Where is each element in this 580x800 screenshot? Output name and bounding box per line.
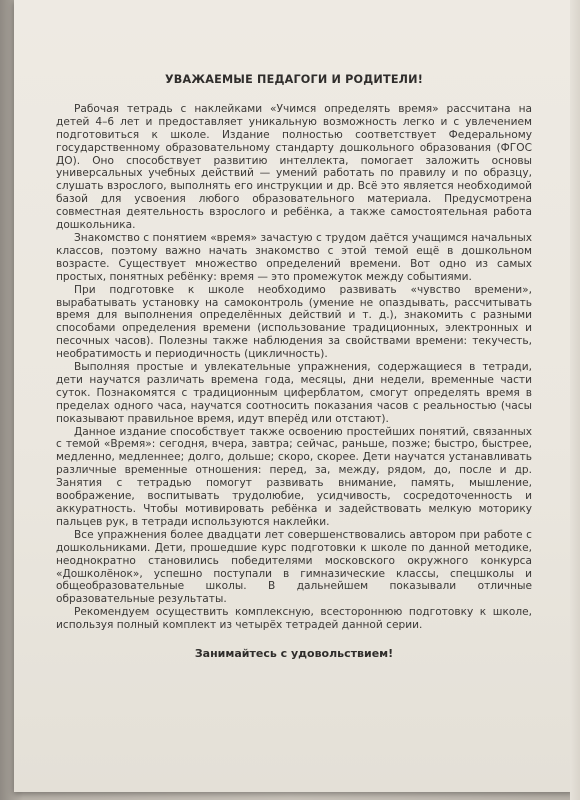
paragraph-concepts: Данное издание способствует также освоению простейших понятий, связанных с темой «Время»: сегодня, вчера, завтра; сейчас, раньше, позже; быстро, быстрее, медленно, медленнее; долго, дольше; скоро, скорее. Дети научатся устанавливать различные временные отношения: перед, за, между, рядом, до, после и др. Занятия с тетрадью помогут развивать внимание, память, мышление, воображение, воспитывать трудолюбие, усидчивость, сосредоточенность и аккуратность. Чтобы мотивировать ребёнка и задействовать мелкую моторику пальцев рук, в тетради используются наклейки. [56, 425, 532, 528]
paragraph-time-concept: Знакомство с понятием «время» зачастую с трудом даётся учащимся начальных классов, поэтому важно начать знакомство с этой темой ещё в дошкольном возрасте. Существует множество определений времени. Вот одно из самых простых, понятных ребёнку: время — это промежуток между событиями. [56, 231, 532, 283]
paragraph-intro: Рабочая тетрадь с наклейками «Учимся определять время» рассчитана на детей 4–6 лет и предоставляет уникальную возможность легко и с увлечением подготовиться к школе. Издание полностью соответствует Федеральному государственному образовательному стандарту дошкольного образования (ФГОС ДО). Оно способствует развитию интеллекта, помогает заложить основы универсальных учебных действий — умений работать по правилу и по образцу, слушать взрослого, выполнять его инструкции и др. Всё это является необходимой базой для усвоения любого образовательного материала. Предусмотрена совместная деятельность взрослого и ребёнка, а также самостоятельная работа дошкольника. [56, 102, 532, 232]
page-heading: УВАЖАЕМЫЕ ПЕДАГОГИ И РОДИТЕЛИ! [164, 73, 424, 86]
closing-line: Занимайтесь с удовольствием! [194, 647, 394, 661]
paragraph-sense-of-time: При подготовке к школе необходимо развивать «чувство времени», вырабатывать установку на самоконтроль (умение не опаздывать, рассчитывать время для выполнения определённых действий и т. д.), знакомить с разными способами определения времени (использование традиционных, электронных и песочных часов). Полезны также наблюдения за свойствами времени: текучесть, необратимость и периодичность (цикличность). [56, 283, 532, 361]
adjacent-page-edge [570, 0, 580, 800]
paragraph-author-experience: Все упражнения более двадцати лет совершенствовались автором при работе с дошкольниками. Дети, прошедшие курс подготовки к школе по данной методике, неоднократно становились победителями московского окружного конкурса «Дошколёнок», успешно поступали в гимназические классы, спецшколы и общеобразовательные школы. В дальнейшем показывали отличные образовательные результаты. [56, 528, 532, 606]
paragraph-recommendation: Рекомендуем осуществить комплексную, всестороннюю подготовку к школе, используя полный комплект из четырёх тетрадей данной серии. [56, 606, 532, 632]
paragraph-exercises: Выполняя простые и увлекательные упражнения, содержащиеся в тетради, дети научатся различать времена года, месяцы, дни недели, временные части суток. Познакомятся с традиционным циферблатом, смогут определять время в пределах одного часа, научатся соотносить показания часов с реальностью (часы показывают правильное время, идут вперёд или отстают). [56, 361, 532, 425]
page-content [56, 74, 532, 661]
booklet-page [14, 0, 574, 792]
